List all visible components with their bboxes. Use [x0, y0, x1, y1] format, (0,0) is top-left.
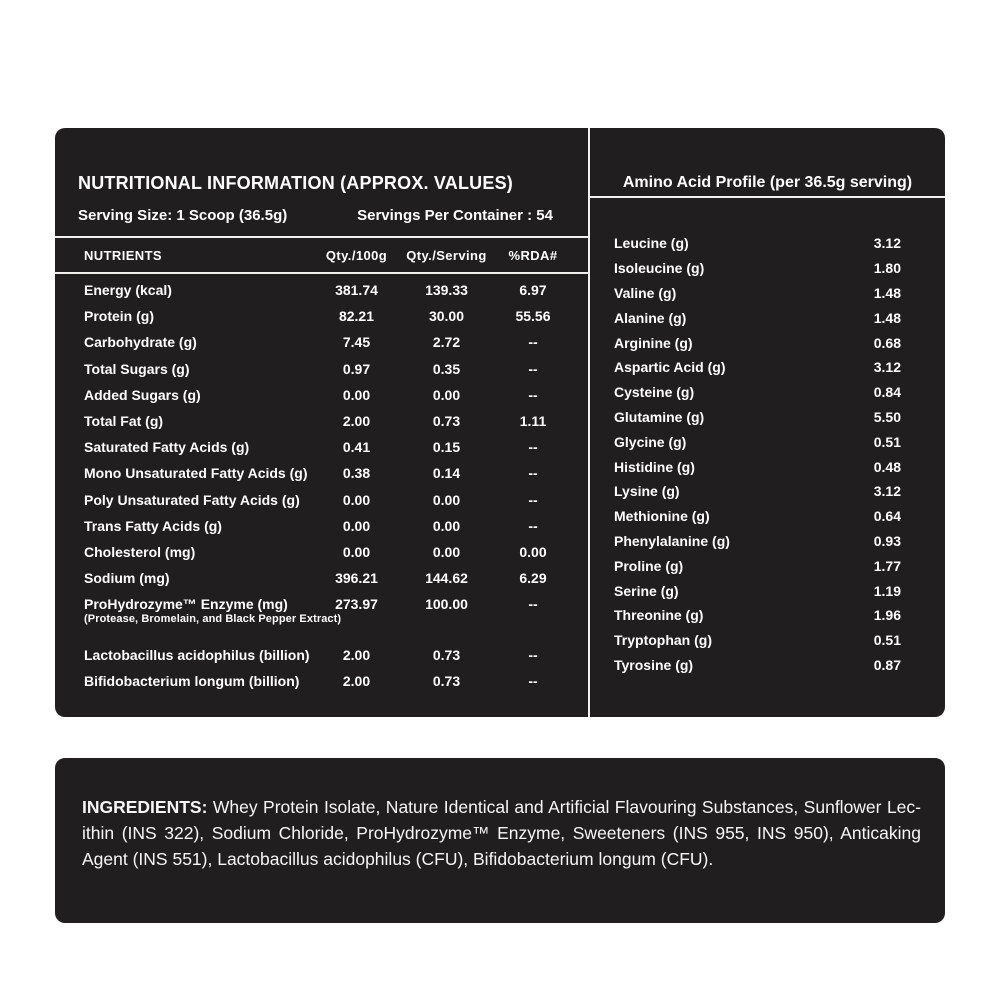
nutrient-rda: 6.97: [519, 282, 547, 299]
nutrient-rda: --: [528, 517, 538, 534]
nutrient-qty-100g: 0.38: [342, 465, 371, 482]
ingredients-panel: [55, 758, 945, 923]
amino-acid-value: 1.48: [873, 284, 901, 301]
amino-acid-value: 0.87: [873, 656, 901, 673]
nutrient-row: [55, 277, 588, 303]
amino-acid-value: 0.51: [873, 433, 901, 450]
nutrient-qty-serving: 0.73: [432, 672, 461, 689]
ingredients-line-text: Agent (INS 551), Lactobacillus acidophilus (CFU), Bifidobacterium longum (CFU).: [82, 849, 714, 869]
amino-acid-value: 3.12: [873, 235, 901, 252]
nutrient-qty-serving: 144.62: [425, 570, 468, 587]
nutrient-row: [55, 408, 588, 434]
amino-acid-row: [614, 529, 901, 554]
amino-acid-label: Serine (g): [614, 582, 679, 599]
amino-acid-label: Phenylalanine (g): [614, 532, 730, 549]
nutrient-qty-serving: 100.00: [425, 596, 468, 613]
amino-acid-label: Glutamine (g): [614, 408, 705, 425]
amino-acid-table-body: [590, 198, 945, 677]
nutrient-qty-serving: 0.73: [432, 413, 461, 430]
amino-acid-row: [614, 504, 901, 529]
nutrient-rda: 6.29: [519, 570, 547, 587]
nutrient-row: [55, 460, 588, 486]
column-header-rda: %RDA#: [508, 247, 558, 263]
amino-acid-row: [614, 380, 901, 405]
nutrient-rda: --: [528, 491, 538, 508]
nutrient-qty-serving: 0.00: [432, 491, 461, 508]
amino-acid-label: Valine (g): [614, 284, 677, 301]
nutrient-qty-serving: 0.00: [432, 386, 461, 403]
amino-acid-value: 1.77: [873, 557, 901, 574]
nutrient-label: Lactobacillus acidophilus (billion): [84, 646, 310, 663]
ingredients-text: [55, 758, 945, 872]
amino-acid-row: [614, 305, 901, 330]
amino-acid-row: [614, 405, 901, 430]
nutrient-row: [55, 613, 588, 641]
amino-acid-value: 0.84: [873, 384, 901, 401]
amino-acid-label: Glycine (g): [614, 433, 687, 450]
nutrient-rda: --: [528, 465, 538, 482]
amino-acid-row: [614, 281, 901, 306]
nutrient-rda: --: [528, 334, 538, 351]
amino-acid-value: 0.51: [873, 632, 901, 649]
nutrient-qty-100g: 0.00: [342, 386, 371, 403]
amino-acid-row: [614, 355, 901, 380]
nutrient-label: Sodium (mg): [84, 570, 170, 587]
nutrient-qty-100g: 0.00: [342, 517, 371, 534]
amino-acid-value: 0.48: [873, 458, 901, 475]
serving-size-label: Serving Size: 1 Scoop (36.5g): [78, 207, 288, 224]
nutrient-label: Carbohydrate (g): [84, 334, 197, 351]
nutrient-qty-serving: 30.00: [428, 308, 465, 325]
nutrient-label: (Protease, Bromelain, and Black Pepper Extract): [84, 613, 342, 626]
nutrition-title: NUTRITIONAL INFORMATION (APPROX. VALUES): [78, 173, 513, 193]
nutrient-qty-100g: 0.00: [342, 543, 371, 560]
nutrient-qty-serving: 139.33: [425, 282, 468, 299]
amino-acid-label: Proline (g): [614, 557, 684, 574]
amino-acid-label: Tyrosine (g): [614, 656, 694, 673]
column-header-qty-serving: Qty./Serving: [406, 247, 487, 263]
amino-acid-value: 1.96: [873, 607, 901, 624]
amino-acid-label: Histidine (g): [614, 458, 695, 475]
amino-acid-label: Aspartic Acid (g): [614, 359, 726, 376]
nutrient-label: Poly Unsaturated Fatty Acids (g): [84, 491, 300, 508]
nutritional-information-section: [55, 128, 588, 717]
amino-acid-row: [614, 603, 901, 628]
nutrient-label: Added Sugars (g): [84, 386, 201, 403]
nutrient-qty-100g: 2.00: [342, 646, 371, 663]
amino-acid-label: Threonine (g): [614, 607, 704, 624]
amino-acid-label: Methionine (g): [614, 508, 710, 525]
amino-acid-profile-title: Amino Acid Profile (per 36.5g serving): [622, 174, 913, 191]
nutrient-rda: --: [528, 596, 538, 613]
amino-acid-row: [614, 330, 901, 355]
nutrient-row: [55, 487, 588, 513]
nutrient-qty-serving: 0.15: [432, 439, 461, 456]
nutrient-qty-100g: 2.00: [342, 413, 371, 430]
ingredients-line: [82, 794, 921, 820]
amino-acid-value: 5.50: [873, 408, 901, 425]
nutrient-qty-100g: 273.97: [335, 596, 378, 613]
nutrient-row: [55, 382, 588, 408]
nutrient-qty-100g: 2.00: [342, 672, 371, 689]
amino-acid-row: [614, 653, 901, 678]
amino-acid-row: [614, 479, 901, 504]
amino-acid-row: [614, 231, 901, 256]
ingredients-line-text: ithin (INS 322), Sodium Chloride, ProHydrozyme™ Enzyme, Sweeteners (INS 955, INS 950), Anticaking: [82, 823, 921, 843]
column-header-qty-100g: Qty./100g: [325, 247, 388, 263]
nutrient-qty-serving: 0.00: [432, 543, 461, 560]
nutrient-label: Bifidobacterium longum (billion): [84, 672, 300, 689]
amino-acid-value: 1.80: [873, 260, 901, 277]
amino-acid-row: [614, 454, 901, 479]
nutrient-qty-serving: 0.35: [432, 360, 461, 377]
amino-acid-value: 0.64: [873, 508, 901, 525]
nutrition-header: [55, 128, 588, 224]
amino-acid-value: 1.19: [873, 582, 901, 599]
nutrient-qty-100g: 381.74: [335, 282, 378, 299]
nutrient-qty-serving: 0.73: [432, 646, 461, 663]
nutrient-row: [55, 329, 588, 355]
nutrition-facts-panel: [55, 128, 945, 717]
nutrient-label: Total Sugars (g): [84, 360, 190, 377]
nutrient-qty-100g: 396.21: [335, 570, 378, 587]
nutrients-table-body: [55, 274, 588, 694]
amino-acid-label: Leucine (g): [614, 235, 689, 252]
nutrient-label: Trans Fatty Acids (g): [84, 517, 222, 534]
nutrient-row: [55, 668, 588, 694]
ingredients-line: [82, 846, 921, 872]
amino-acid-label: Arginine (g): [614, 334, 693, 351]
amino-acid-value: 0.93: [873, 532, 901, 549]
nutrient-label: ProHydrozyme™ Enzyme (mg): [84, 596, 288, 613]
nutrient-label: Energy (kcal): [84, 282, 172, 299]
nutrient-rda: 55.56: [515, 308, 551, 325]
amino-acid-label: Tryptophan (g): [614, 632, 712, 649]
nutrient-row: [55, 513, 588, 539]
nutrient-label: Total Fat (g): [84, 413, 164, 430]
ingredients-line: [82, 820, 921, 846]
ingredients-heading: INGREDIENTS:: [82, 797, 213, 817]
ingredients-line-text: Whey Protein Isolate, Nature Identical and Artificial Flavouring Substances, Sunflower Lec-: [212, 797, 921, 817]
nutrients-column-header: [55, 236, 588, 274]
nutrient-rda: --: [528, 646, 538, 663]
nutrient-rda: --: [528, 439, 538, 456]
column-header-nutrients: NUTRIENTS: [84, 247, 162, 263]
nutrient-row: [55, 565, 588, 591]
amino-acid-label: Isoleucine (g): [614, 260, 705, 277]
amino-acid-label: Cysteine (g): [614, 384, 695, 401]
nutrient-row: [55, 303, 588, 329]
nutrient-qty-serving: 2.72: [432, 334, 461, 351]
nutrient-rda: --: [528, 386, 538, 403]
nutrient-qty-100g: 0.97: [342, 360, 371, 377]
amino-acid-value: 3.12: [873, 359, 901, 376]
nutrient-row: [55, 539, 588, 565]
nutrient-label: Mono Unsaturated Fatty Acids (g): [84, 465, 308, 482]
nutrient-rda: 0.00: [519, 543, 547, 560]
amino-acid-label: Alanine (g): [614, 309, 687, 326]
amino-acid-row: [614, 578, 901, 603]
nutrient-row: [55, 356, 588, 382]
servings-per-container-label: Servings Per Container : 54: [357, 207, 553, 224]
nutrient-qty-serving: 0.14: [432, 465, 461, 482]
amino-acid-label: Lysine (g): [614, 483, 680, 500]
amino-acid-row: [614, 256, 901, 281]
amino-acid-value: 0.68: [873, 334, 901, 351]
serving-info-row: [78, 207, 553, 224]
nutrient-label: Protein (g): [84, 308, 154, 325]
amino-acid-row: [614, 429, 901, 454]
nutrient-rda: 1.11: [519, 413, 547, 430]
nutrient-qty-serving: 0.00: [432, 517, 461, 534]
nutrient-label: Cholesterol (mg): [84, 543, 196, 560]
amino-acid-row: [614, 628, 901, 653]
nutrient-qty-100g: 82.21: [338, 308, 375, 325]
amino-acid-value: 1.48: [873, 309, 901, 326]
amino-acid-value: 3.12: [873, 483, 901, 500]
amino-acid-row: [614, 553, 901, 578]
nutrient-qty-100g: 7.45: [342, 334, 371, 351]
nutrient-qty-100g: 0.41: [342, 439, 371, 456]
nutrient-rda: --: [528, 672, 538, 689]
nutrient-row: [55, 434, 588, 460]
nutrient-rda: --: [528, 360, 538, 377]
nutrient-qty-100g: 0.00: [342, 491, 371, 508]
amino-acid-profile-section: [590, 128, 945, 717]
nutrient-label: Saturated Fatty Acids (g): [84, 439, 250, 456]
nutrient-row: [55, 641, 588, 667]
